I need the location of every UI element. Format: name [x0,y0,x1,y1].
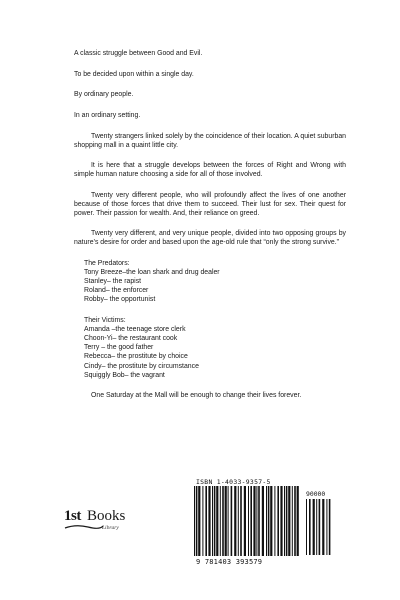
barcode-digits: 9 781403 393579 [196,558,263,566]
predator-item: Roland– the enforcer [84,287,149,295]
barcode [192,478,335,568]
predators-title: The Predators: [84,259,130,267]
predator-item: Tony Breeze–the loan shark and drug dealer [84,268,220,276]
victim-item: Squiggly Bob– the vagrant [84,371,165,379]
intro-line: In an ordinary setting. [74,112,141,120]
logo-sub: Library [102,525,119,531]
barcode-addon-bars [304,499,334,559]
intro-line: A classic struggle between Good and Evil. [74,50,203,57]
victim-item: Choon-Yi– the restaurant cook [84,335,178,343]
paragraph: It is here that a struggle develops between the forces of Right and Wrong with simple human nature choosing a side for all of those involved. [74,162,346,179]
paragraph: Twenty very different, and very unique people, divided into two opposing groups by nature’s desire for order and based upon the age-old rule that “only the strong survive.” [74,230,346,247]
victim-item: Cindy– the prostitute by circumstance [84,362,199,370]
victim-item: Terry – the good father [84,344,154,352]
isbn-number: ISBN 1-4033-9357-5 [196,478,271,486]
price-code: 90000 [306,490,326,498]
intro-line: To be decided upon within a single day. [74,70,194,78]
victim-item: Rebecca– the prostitute by choice [84,353,188,361]
predators-list [84,259,346,305]
predator-item: Robby– the opportunist [84,296,156,304]
logo-name: Books [87,508,126,524]
intro-line: By ordinary people. [74,91,134,99]
publisher-logo [64,504,128,534]
closing-line: One Saturday at the Mall will be enough to change their lives forever. [91,392,302,400]
barcode-main-bars [192,486,300,560]
victims-list [84,316,346,380]
logo-swoosh-icon [64,524,104,530]
predator-item: Stanley– the rapist [84,278,142,286]
victim-item: Amanda –the teenage store clerk [84,325,186,333]
blurb [74,49,346,411]
paragraph: Twenty strangers linked solely by the coincidence of their location. A quiet suburban shopping mall in a quaint little city. [74,132,346,150]
logo-prefix: 1st [64,508,81,524]
paragraph: Twenty very different people, who will profoundly affect the lives of one another because of those forces that drive them to succeed. Their lust for sex. Their quest for power. Their passion for wealth. And, their reliance on greed. [74,191,346,218]
victims-title: Their Victims: [84,316,126,324]
